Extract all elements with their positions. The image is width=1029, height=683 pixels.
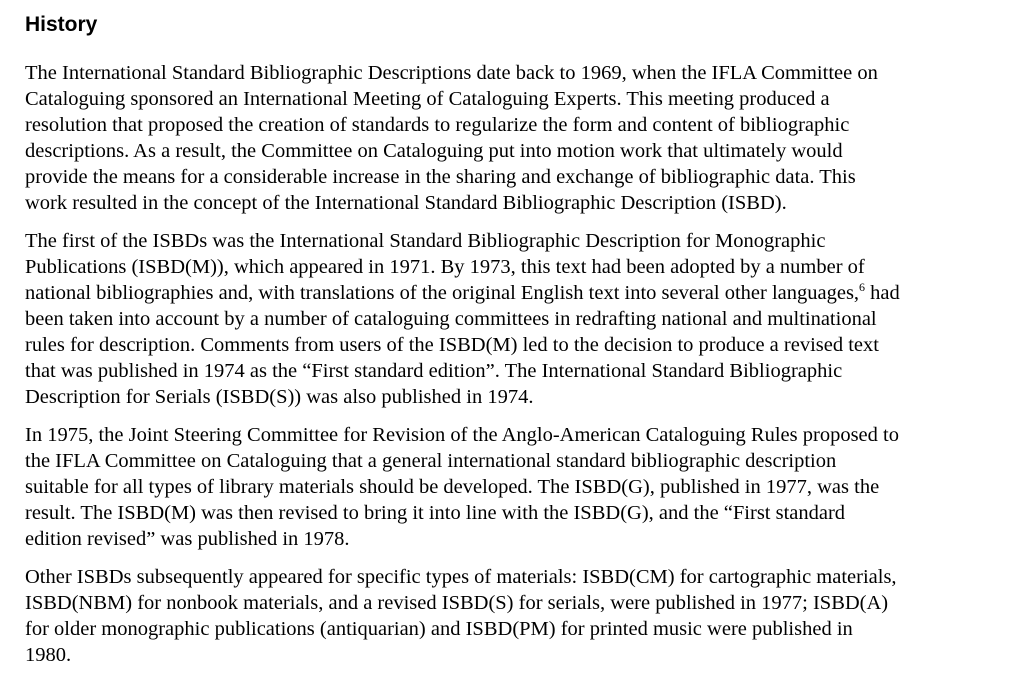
text-line: In 1975, the Joint Steering Committee for Revision of the Anglo-American Cataloguing Rules proposed to xyxy=(25,424,899,446)
text-line: the IFLA Committee on Cataloguing that a general international standard bibliographic description xyxy=(25,450,837,472)
section-heading: History xyxy=(25,13,98,36)
text-line: Other ISBDs subsequently appeared for specific types of materials: ISBD(CM) for cartographic materials, xyxy=(25,566,897,588)
text-line-with-footnote xyxy=(25,280,1015,306)
text-line: that was published in 1974 as the “First standard edition”. The International Standard Bibliographic xyxy=(25,360,843,382)
text-line: for older monographic publications (antiquarian) and ISBD(PM) for printed music were published in xyxy=(25,618,853,640)
text-line: descriptions. As a result, the Committee on Cataloguing put into motion work that ultimately would xyxy=(25,140,843,162)
text-line: been taken into account by a number of cataloguing committees in redrafting national and multinational xyxy=(25,308,877,330)
text-line: Publications (ISBD(M)), which appeared in 1971. By 1973, this text had been adopted by a number of xyxy=(25,256,865,278)
text-line: edition revised” was published in 1978. xyxy=(25,528,350,550)
text-line: resolution that proposed the creation of standards to regularize the form and content of bibliographic xyxy=(25,114,850,136)
text-line: suitable for all types of library materials should be developed. The ISBD(G), published in 1977, was the xyxy=(25,476,880,498)
text-line: The International Standard Bibliographic Descriptions date back to 1969, when the IFLA Committee on xyxy=(25,62,878,84)
paragraph-3 xyxy=(25,422,1015,552)
text-line: The first of the ISBDs was the International Standard Bibliographic Description for Monographic xyxy=(25,230,826,252)
text-line: 1980. xyxy=(25,644,72,666)
paragraph-4 xyxy=(25,564,1015,668)
text-line: provide the means for a considerable increase in the sharing and exchange of bibliographic data. This xyxy=(25,166,856,188)
text-segment: national bibliographies and, with translations of the original English text into several other languages, xyxy=(25,282,860,304)
paragraph-2 xyxy=(25,228,1015,410)
text-line: work resulted in the concept of the International Standard Bibliographic Description (ISBD). xyxy=(25,192,787,214)
paragraph-1 xyxy=(25,60,1015,216)
text-line: Description for Serials (ISBD(S)) was also published in 1974. xyxy=(25,386,534,408)
document-page xyxy=(25,10,1015,680)
text-line: Cataloguing sponsored an International Meeting of Cataloguing Experts. This meeting produced a xyxy=(25,88,830,110)
footnote-reference[interactable]: 6 xyxy=(859,280,866,294)
text-line: ISBD(NBM) for nonbook materials, and a revised ISBD(S) for serials, were published in 1977; ISBD(A) xyxy=(25,592,889,614)
text-line: rules for description. Comments from users of the ISBD(M) led to the decision to produce a revised text xyxy=(25,334,879,356)
text-segment: had xyxy=(865,282,900,304)
text-line: result. The ISBD(M) was then revised to bring it into line with the ISBD(G), and the “First standard xyxy=(25,502,846,524)
